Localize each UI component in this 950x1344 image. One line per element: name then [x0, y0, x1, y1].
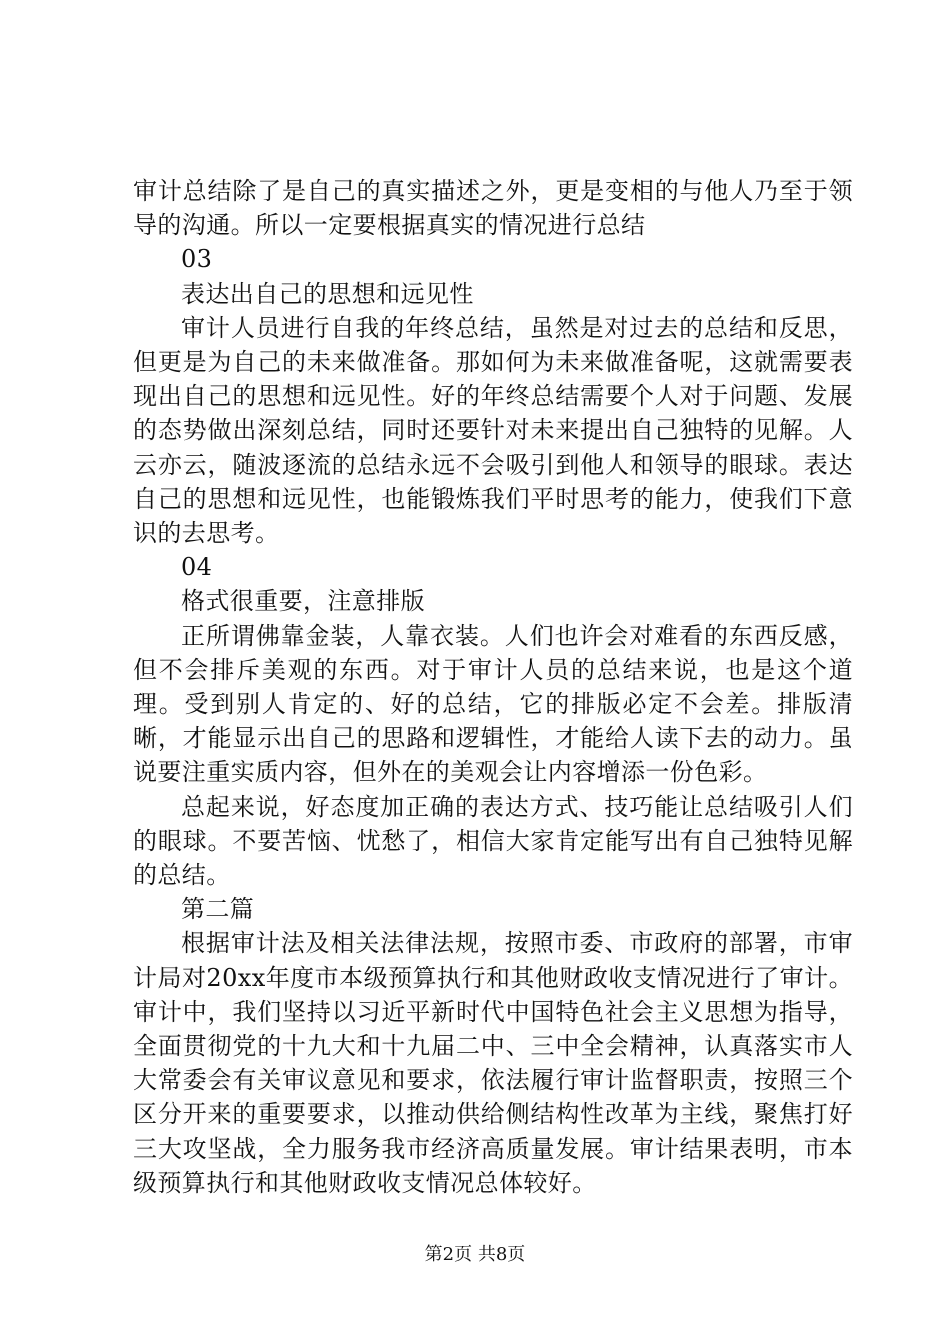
paragraph-thoughts: 审计人员进行自我的年终总结，虽然是对过去的总结和反思，但更是为自己的未来做准备。那如何为未来做准备呢，这就需要表现出自己的思想和远见性。好的年终总结需要个人对于问题、发展的态势做出深刻总结，同时还要针对未来提出自己独特的见解。人云亦云，随波逐流的总结永远不会吸引到他人和领导的眼球。表达自己的思想和远见性，也能锻炼我们平时思考的能力，使我们下意识的去思考。 [133, 313, 853, 548]
page-footer [0, 1243, 950, 1267]
paragraph-audit-report: 根据审计法及相关法律法规，按照市委、市政府的部署，市审计局对20xx年度市本级预算执行和其他财政收支情况进行了审计。审计中，我们坚持以习近平新时代中国特色社会主义思想为指导，全面贯彻党的十九大和十九届二中、三中全会精神，认真落实市人大常委会有关审议意见和要求，依法履行审计监督职责，按照三个区分开来的重要要求，以推动供给侧结构性改革为主线，聚焦打好三大攻坚战，全力服务我市经济高质量发展。审计结果表明，市本级预算执行和其他财政收支情况总体较好。 [133, 929, 853, 1197]
page-number: 第2页 共8页 [424, 1244, 526, 1265]
paragraph-format: 正所谓佛靠金装，人靠衣装。人们也许会对难看的东西反感，但不会排斥美观的东西。对于审计人员的总结来说，也是这个道理。受到别人肯定的、好的总结，它的排版必定不会差。排版清晰，才能显示出自己的思路和逻辑性，才能给人读下去的动力。虽说要注重实质内容，但外在的美观会让内容增添一份色彩。 [133, 621, 853, 787]
section-heading-thoughts: 表达出自己的思想和远见性 [181, 279, 474, 308]
section-heading-part-two: 第二篇 [181, 895, 255, 924]
section-heading-format: 格式很重要，注意排版 [181, 587, 425, 616]
section-number-04: 04 [181, 553, 213, 582]
paragraph-summary: 总起来说，好态度加正确的表达方式、技巧能让总结吸引人们的眼球。不要苦恼、忧愁了，相信大家肯定能写出有自己独特见解的总结。 [133, 792, 853, 890]
section-number-03: 03 [181, 245, 213, 274]
document-body [133, 174, 853, 1200]
paragraph-intro: 审计总结除了是自己的真实描述之外，更是变相的与他人乃至于领导的沟通。所以一定要根据真实的情况进行总结 [133, 177, 853, 240]
